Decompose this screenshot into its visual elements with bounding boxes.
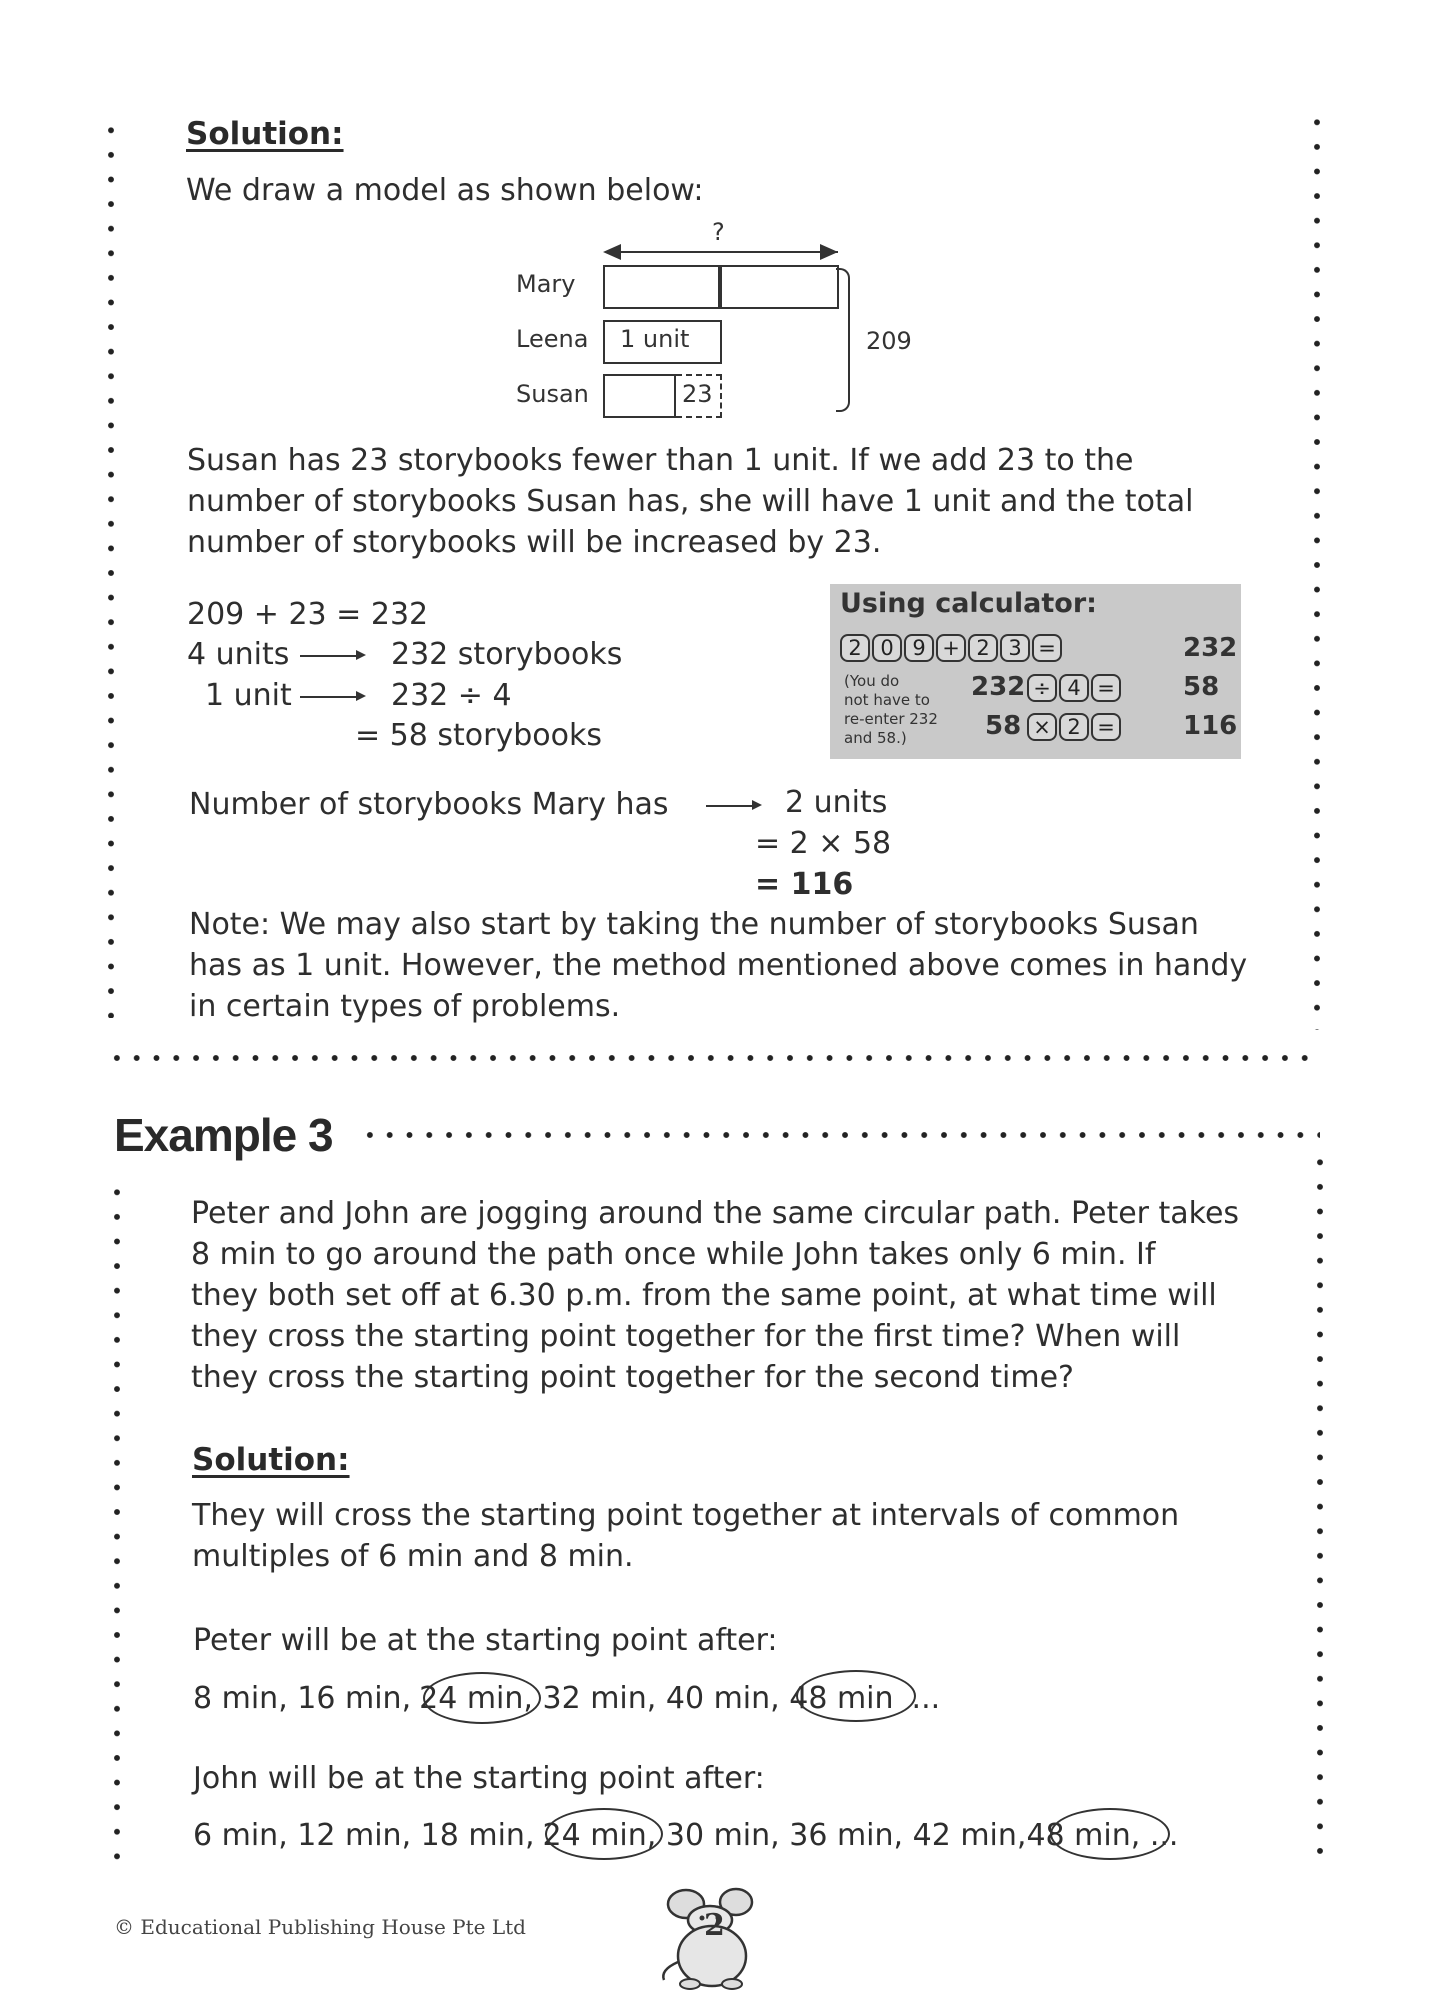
solution-line: They will cross the starting point together at intervals of common (192, 1498, 1180, 1533)
calc-key: 9 (904, 634, 934, 662)
dotted-border-bottom-top (107, 1054, 1321, 1062)
note-line: (You do (844, 672, 900, 690)
example-title: Example 3 (114, 1109, 333, 1161)
mary-unit-1 (603, 265, 722, 309)
model-arrow-line (606, 251, 838, 253)
time-item: ... (911, 1681, 941, 1716)
time-item: 42 min, (912, 1818, 1027, 1853)
peter-circle-24 (423, 1672, 541, 1724)
time-item: 32 min, (542, 1681, 657, 1716)
time-item: 30 min, (665, 1818, 780, 1853)
solution-paragraph (187, 440, 1193, 563)
time-item: ... (1149, 1818, 1179, 1853)
john-times (193, 1815, 1178, 1856)
work-line-3-right: 232 ÷ 4 (391, 678, 512, 713)
footer-copyright: © Educational Publishing House Pte Ltd (114, 1915, 526, 1939)
calculator-row-2 (1027, 674, 1123, 702)
leena-unit-label: 1 unit (620, 325, 690, 353)
note-line: re-enter 232 (844, 710, 938, 728)
calculator-result-2: 58 (1183, 672, 1220, 702)
mary-line-1: 2 units (785, 785, 888, 820)
work-line-1: 209 + 23 = 232 (187, 597, 429, 632)
time-item-circled: 24 min (419, 1681, 524, 1716)
time-item: , (646, 1818, 657, 1853)
peter-heading: Peter will be at the starting point after: (193, 1623, 778, 1658)
arrow-right-icon (752, 800, 762, 810)
time-item: , (1130, 1818, 1141, 1853)
time-item: 8 min, (193, 1681, 288, 1716)
time-item-circled: 48 min (789, 1681, 894, 1716)
example-solution-text (192, 1495, 1179, 1577)
calc-key: 4 (1059, 674, 1089, 702)
question-line: Peter and John are jogging around the same circular path. Peter takes (191, 1196, 1240, 1231)
calculator-panel (830, 584, 1241, 759)
susan-extra-label: 23 (682, 380, 713, 408)
paragraph-line: number of storybooks will be increased by 23. (187, 525, 882, 560)
model-total: 209 (866, 327, 912, 355)
calculator-lead-3: 58 (985, 711, 1022, 741)
time-item: 16 min, (297, 1681, 412, 1716)
work-arrow-1 (300, 655, 362, 657)
time-item: , (523, 1681, 533, 1716)
calc-key: = (1091, 674, 1121, 702)
work-line-2-left: 4 units (187, 637, 290, 672)
mary-arrow (706, 805, 756, 807)
calculator-note (844, 672, 938, 748)
calculator-row-3 (1027, 713, 1123, 741)
calc-key: 2 (840, 634, 870, 662)
time-item: 12 min, (297, 1818, 412, 1853)
arrow-right-icon (356, 650, 366, 660)
calc-key: = (1091, 713, 1121, 741)
model-label-mary: Mary (516, 270, 576, 298)
example-question (191, 1193, 1239, 1398)
calc-key: = (1032, 634, 1062, 662)
arrow-right-icon (820, 244, 838, 260)
note-line: and 58.) (844, 729, 907, 747)
dotted-border-left-top (107, 118, 115, 1018)
dotted-border-left-bottom (113, 1180, 121, 1872)
john-circle-24 (545, 1808, 663, 1860)
solution-heading: Solution: (186, 116, 344, 152)
calculator-result-3: 116 (1183, 711, 1238, 741)
paragraph-line: number of storybooks Susan has, she will have 1 unit and the total (187, 484, 1194, 519)
note-line: has as 1 unit. However, the method mentioned above comes in handy (189, 948, 1248, 983)
solution-intro: We draw a model as shown below: (186, 173, 704, 208)
calculator-title: Using calculator: (840, 588, 1097, 619)
mary-unit-2 (718, 265, 839, 309)
mary-line-2: = 2 × 58 (755, 826, 892, 861)
question-line: they both set off at 6.30 p.m. from the same point, at what time will (191, 1278, 1217, 1313)
john-heading: John will be at the starting point after: (193, 1761, 765, 1796)
arrow-right-icon (356, 691, 366, 701)
model-question-mark: ? (712, 218, 725, 246)
question-line: they cross the starting point together for the first time? When will (191, 1319, 1181, 1354)
example-solution-heading: Solution: (192, 1442, 350, 1478)
model-label-leena: Leena (516, 325, 589, 353)
example-title-dots (360, 1131, 1320, 1139)
solution-note (189, 904, 1247, 1027)
calculator-lead-2: 232 (971, 672, 1026, 702)
arrow-left-icon (603, 244, 621, 260)
question-line: 8 min to go around the path once while John takes only 6 min. If (191, 1237, 1156, 1272)
time-item: 36 min, (789, 1818, 904, 1853)
model-label-susan: Susan (516, 380, 589, 408)
note-line: Note: We may also start by taking the number of storybooks Susan (189, 907, 1199, 942)
susan-bar (603, 374, 676, 418)
calc-key: 2 (968, 634, 998, 662)
work-arrow-2 (300, 696, 362, 698)
note-line: not have to (844, 691, 930, 709)
calc-key: 2 (1059, 713, 1089, 741)
time-item-circled: 24 min (542, 1818, 647, 1853)
time-item-circled: 48 min (1026, 1818, 1131, 1853)
paragraph-line: Susan has 23 storybooks fewer than 1 unit. If we add 23 to the (187, 443, 1134, 478)
mary-line-3: = 116 (755, 867, 854, 902)
calc-key: × (1027, 713, 1057, 741)
calculator-result-1: 232 (1183, 633, 1238, 663)
calculator-row-1 (840, 634, 1064, 662)
mary-label: Number of storybooks Mary has (189, 787, 669, 822)
time-item: 18 min, (420, 1818, 535, 1853)
page-number: 2 (704, 1908, 725, 1943)
dotted-border-right-bottom (1316, 1150, 1324, 1872)
solution-line: multiples of 6 min and 8 min. (192, 1539, 634, 1574)
time-item: 40 min, (665, 1681, 780, 1716)
calc-key: + (936, 634, 966, 662)
question-line: they cross the starting point together for the second time? (191, 1360, 1074, 1395)
work-line-2-right: 232 storybooks (391, 637, 623, 672)
note-line: in certain types of problems. (189, 989, 621, 1024)
dotted-border-right-top (1313, 110, 1321, 1030)
calc-key: 3 (1000, 634, 1030, 662)
time-item: 6 min, (193, 1818, 288, 1853)
work-line-4: = 58 storybooks (355, 718, 602, 753)
calc-key: 0 (872, 634, 902, 662)
peter-circle-48 (796, 1670, 916, 1722)
work-line-3-left: 1 unit (205, 678, 292, 713)
total-bracket (836, 268, 850, 412)
calc-key: ÷ (1027, 674, 1057, 702)
john-circle-48 (1050, 1808, 1170, 1860)
